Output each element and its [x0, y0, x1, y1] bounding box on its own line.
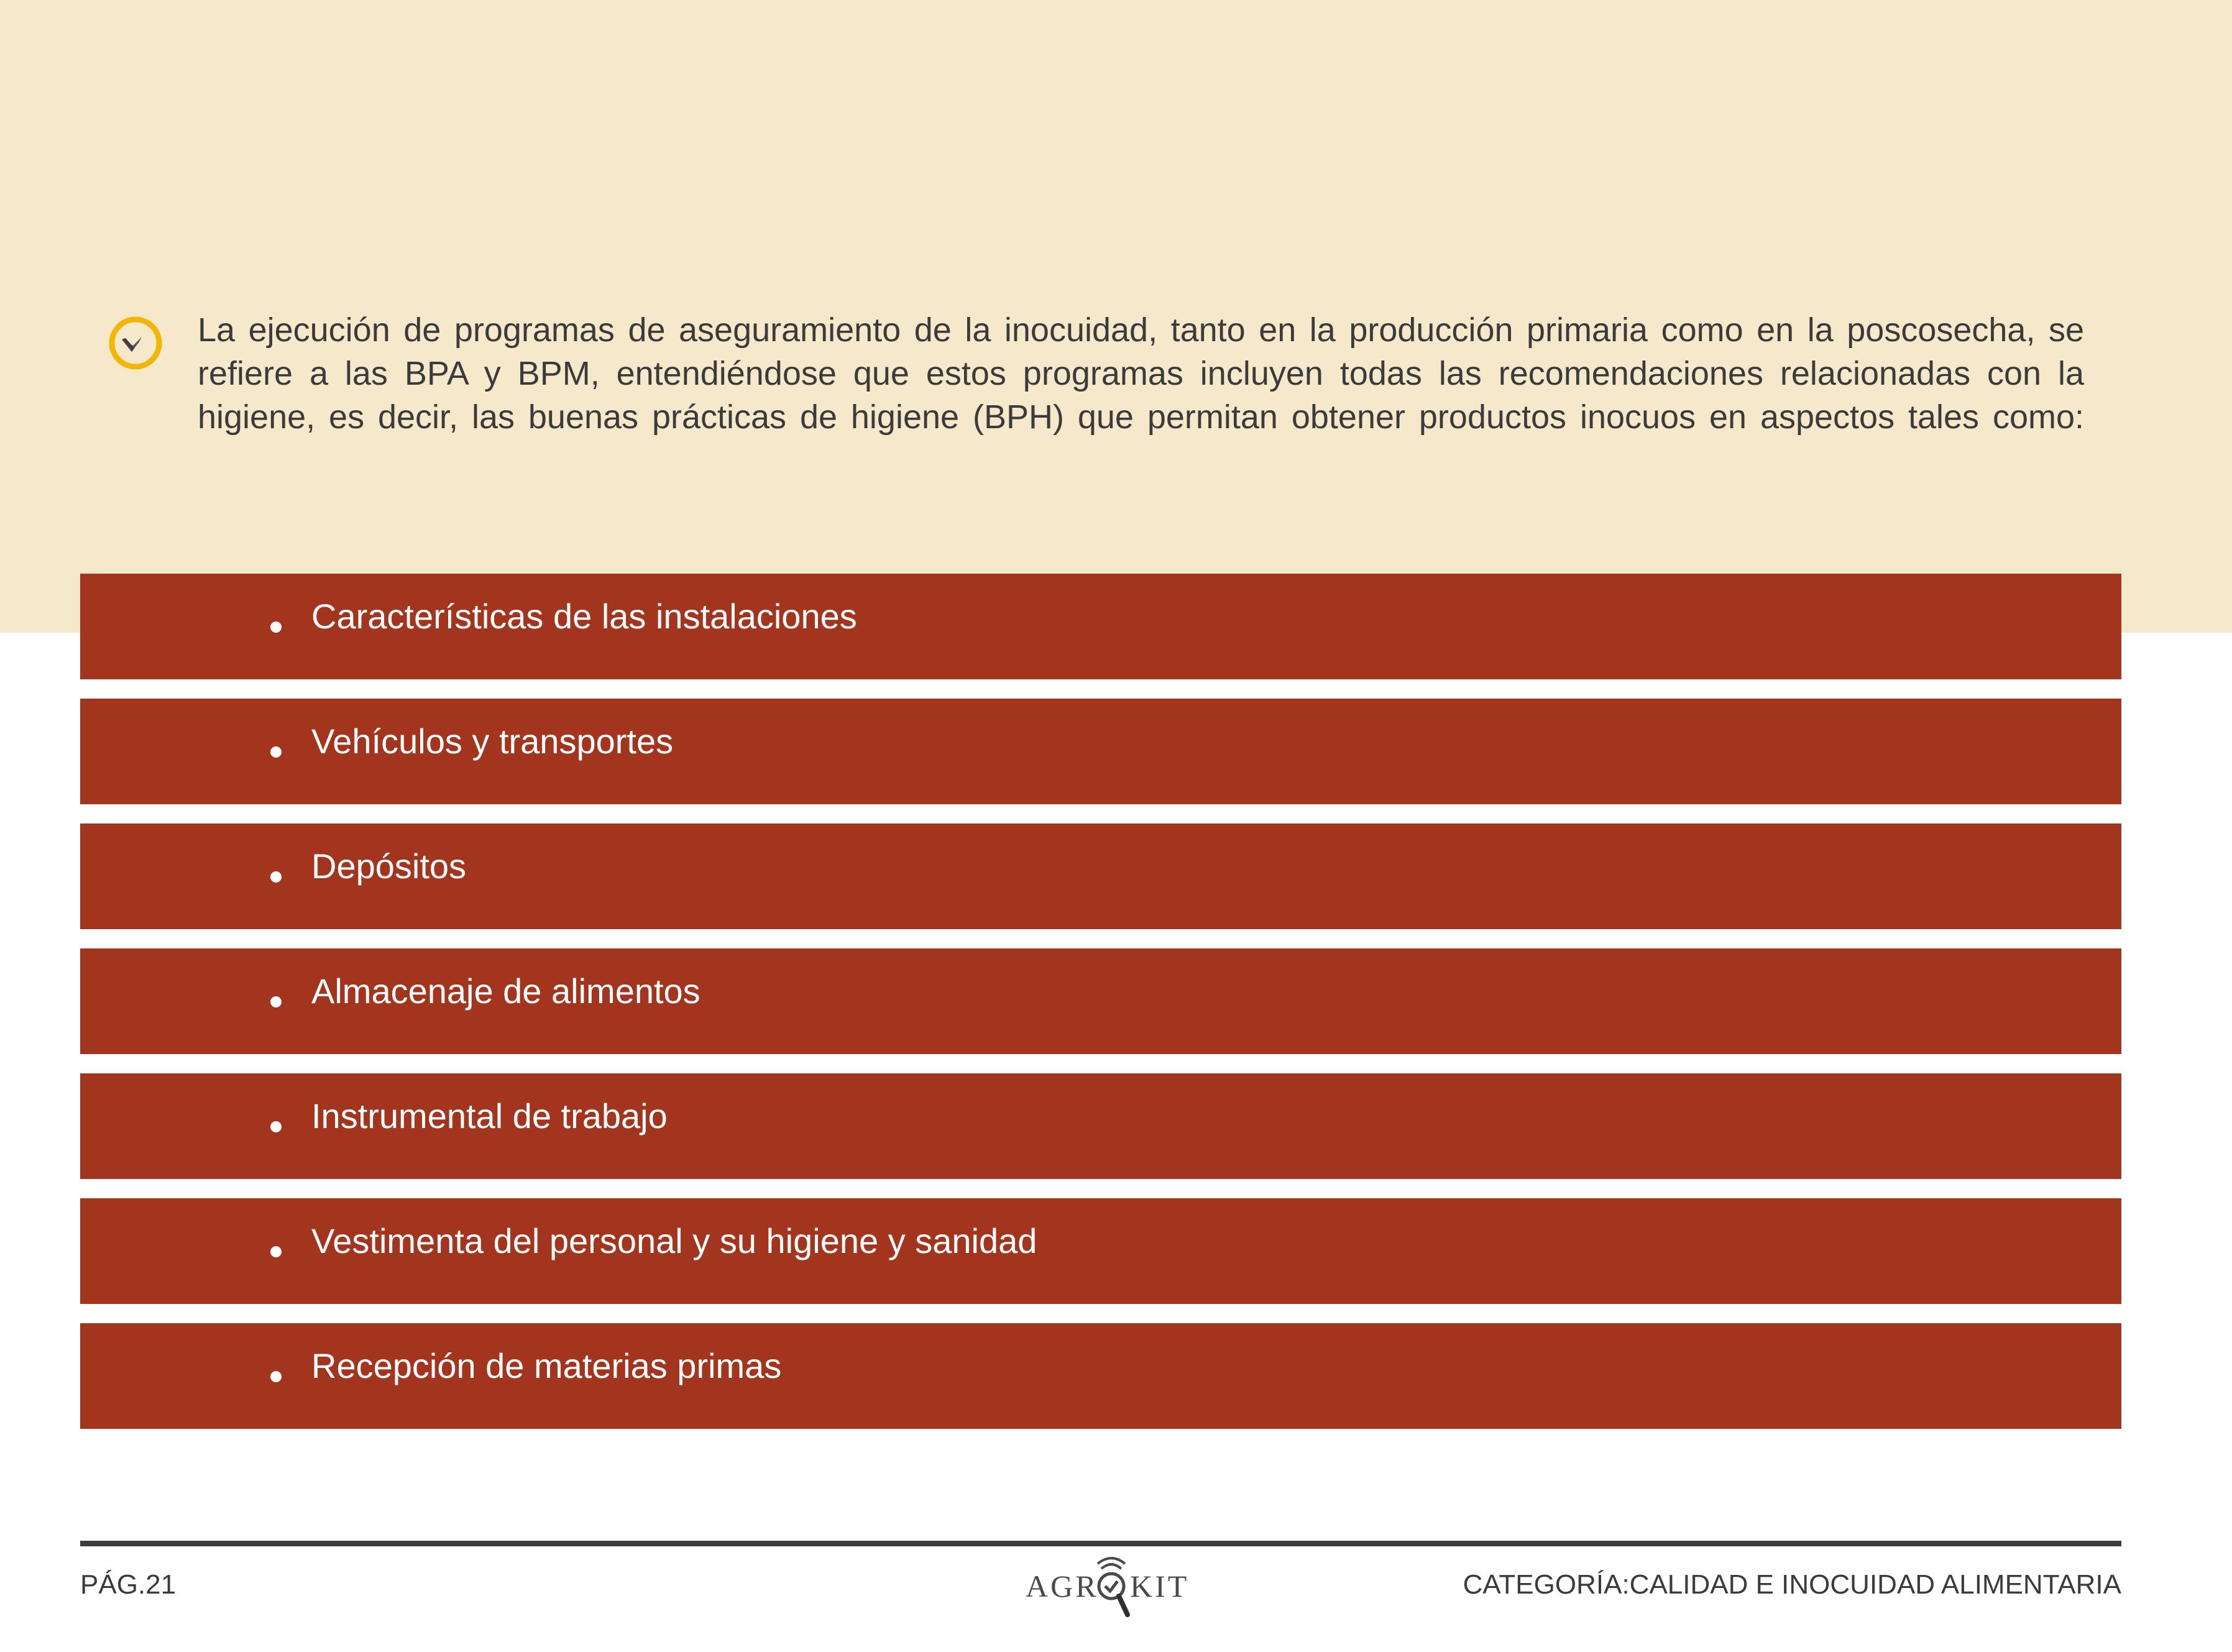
bullet-icon — [270, 622, 282, 633]
bullet-icon — [270, 996, 282, 1007]
footer-divider — [80, 1541, 2121, 1546]
agrokit-logo — [1019, 1554, 1193, 1622]
bullet-icon — [270, 1371, 282, 1382]
logo-text-right: KIT — [1130, 1569, 1190, 1604]
intro-paragraph: La ejecución de programas de aseguramiento de la inocuidad, tanto en la producción primaria como en la poscosecha, se refiere a las BPA y BPM, entendiéndose que estos programas incluyen todas las recomendaciones relacionadas con la higiene, es decir, las buenas prácticas de higiene (BPH) que permitan obtener productos inocuos en aspectos tales como: — [198, 311, 2084, 436]
logo-text-left: AGR — [1026, 1569, 1099, 1604]
list-item-label: Instrumental de trabajo — [311, 1096, 668, 1136]
list-item-label: Almacenaje de alimentos — [311, 971, 700, 1011]
bullet-icon — [270, 1121, 282, 1132]
list-item-label: Características de las instalaciones — [311, 597, 857, 636]
list-item — [80, 948, 2121, 1054]
list-item-label: Depósitos — [311, 847, 467, 886]
bullet-icon — [270, 871, 282, 883]
magnifier-check-icon — [1089, 1554, 1134, 1622]
list-item — [80, 699, 2121, 804]
list-item — [80, 574, 2121, 679]
checkmark-circle-icon — [104, 298, 173, 373]
list-item-label: Recepción de materias primas — [311, 1346, 782, 1385]
list-item — [80, 1073, 2121, 1179]
list-item-label: Vestimenta del personal y su higiene y sanidad — [311, 1221, 1037, 1260]
list-item — [80, 1323, 2121, 1429]
category-label: CATEGORÍA:CALIDAD E INOCUIDAD ALIMENTARIA — [1463, 1569, 2121, 1600]
list-item — [80, 824, 2121, 929]
practices-list — [80, 574, 2121, 1448]
bullet-icon — [270, 746, 282, 758]
list-item — [80, 1198, 2121, 1304]
bullet-icon — [270, 1246, 282, 1257]
page-number: PÁG.21 — [80, 1569, 177, 1600]
list-item-label: Vehículos y transportes — [311, 722, 674, 761]
